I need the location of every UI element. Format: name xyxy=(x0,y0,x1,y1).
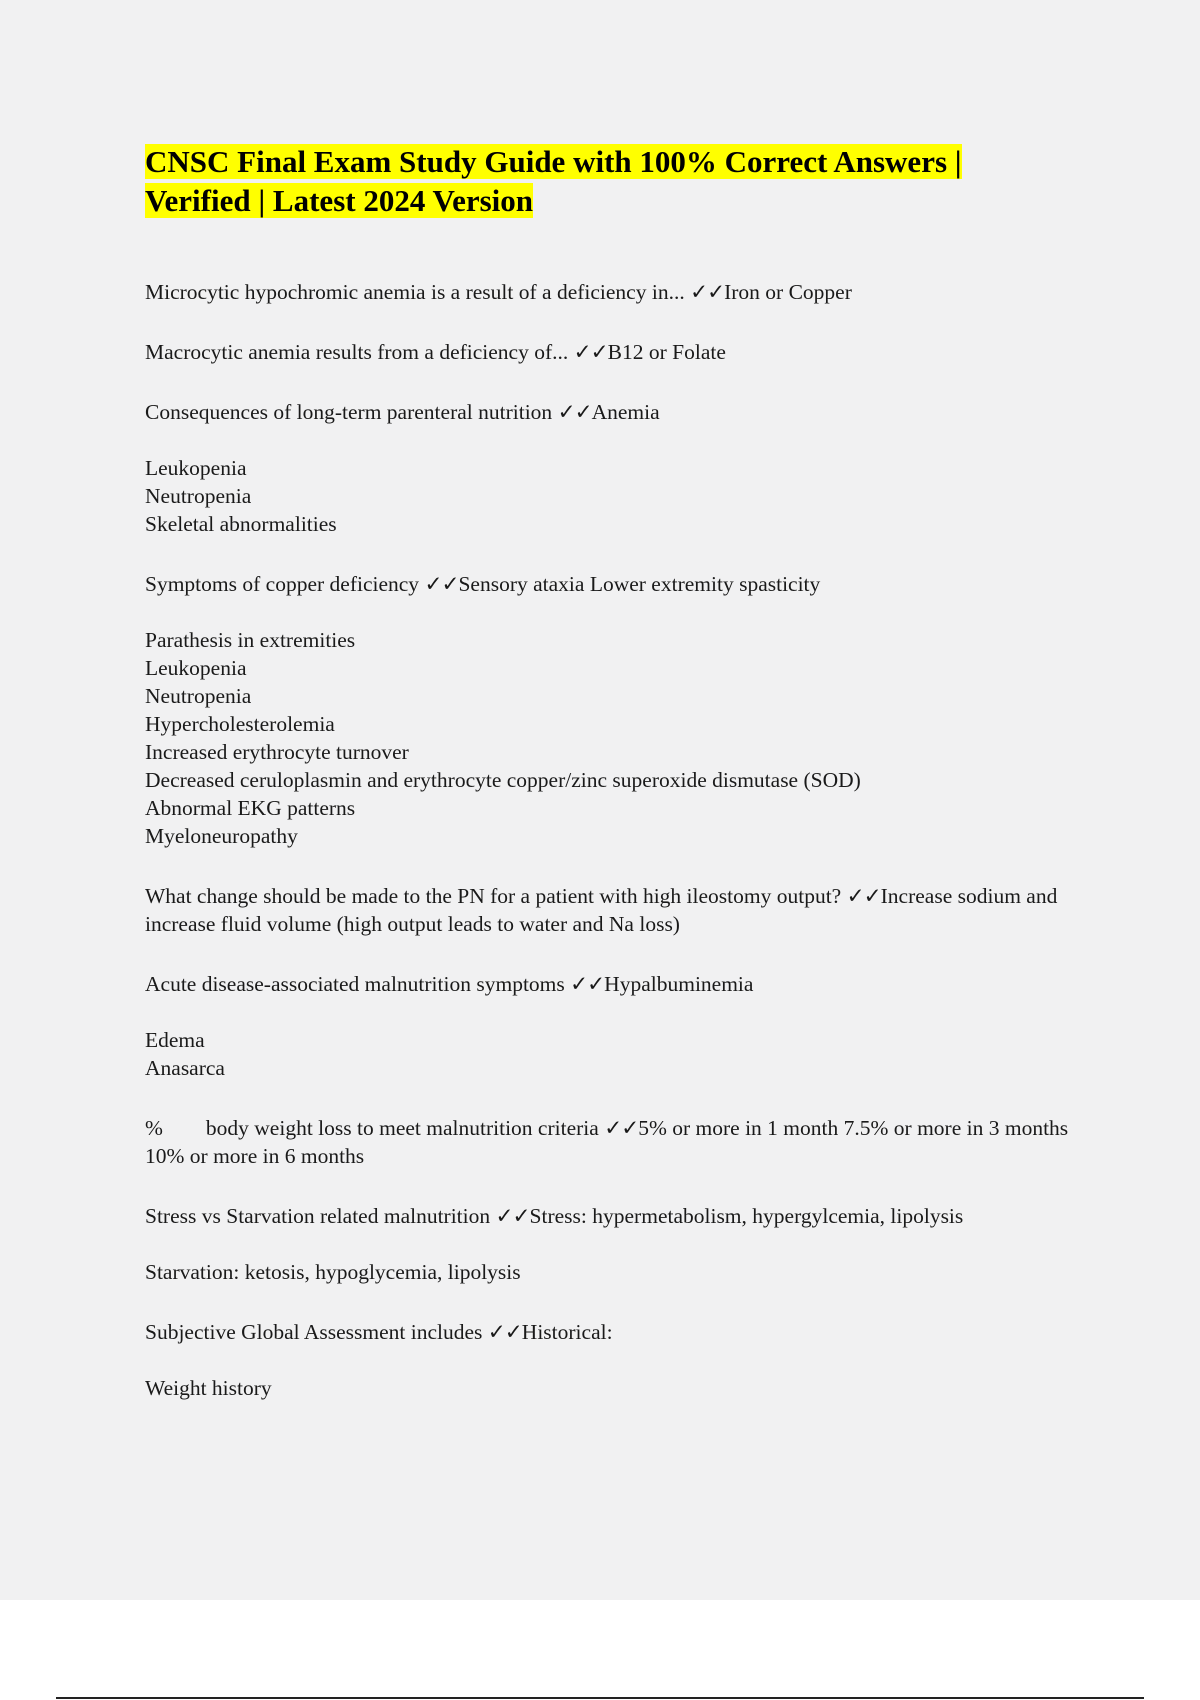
answer-text: Iron or Copper xyxy=(724,280,852,304)
answer-text: Historical: xyxy=(521,1320,613,1344)
answer-line: Abnormal EKG patterns xyxy=(145,796,356,820)
answer-text: Stress: hypermetabolism, hypergylcemia, lipolysis xyxy=(529,1204,964,1228)
qa-item-3 xyxy=(145,398,1085,538)
answer-text: B12 or Folate xyxy=(607,340,726,364)
document-title xyxy=(145,142,1085,220)
question-text: Subjective Global Assessment includes xyxy=(145,1320,488,1344)
answer-line: Myeloneuropathy xyxy=(145,824,298,848)
question-text: % body weight loss to meet malnutrition criteria xyxy=(145,1116,605,1140)
footer-divider xyxy=(56,1697,1144,1699)
answer-line: Starvation: ketosis, hypoglycemia, lipolysis xyxy=(145,1260,521,1284)
answer-line: Increased erythrocyte turnover xyxy=(145,740,409,764)
question-text: Consequences of long-term parenteral nutrition xyxy=(145,400,558,424)
qa-item-6 xyxy=(145,970,1085,1082)
title-line-1: CNSC Final Exam Study Guide with 100% Correct Answers | xyxy=(145,144,962,179)
check-mark-icon: ✓✓ xyxy=(570,972,605,996)
qa-item-1 xyxy=(145,278,1085,306)
qa-item-5 xyxy=(145,882,1085,938)
answer-text: Sensory ataxia Lower extremity spasticity xyxy=(458,572,821,596)
question-text: Stress vs Starvation related malnutrition xyxy=(145,1204,496,1228)
question-text: Acute disease-associated malnutrition symptoms xyxy=(145,972,571,996)
answer-text: Anemia xyxy=(591,400,660,424)
answer-line: Anasarca xyxy=(145,1056,225,1080)
title-line-2: Verified | Latest 2024 Version xyxy=(145,183,533,218)
check-mark-icon: ✓✓ xyxy=(573,340,608,364)
qa-item-2 xyxy=(145,338,1085,366)
answer-text: Hypalbuminemia xyxy=(604,972,754,996)
answer-text: 5% or more in 1 month 7.5% or more in 3 months xyxy=(638,1116,1069,1140)
answer-line: Leukopenia xyxy=(145,656,247,680)
check-mark-icon: ✓✓ xyxy=(690,280,725,304)
answer-line: Neutropenia xyxy=(145,484,252,508)
answer-text: Increase sodium and increase fluid volume (high output leads to water and Na loss) xyxy=(145,884,1063,936)
qa-item-7 xyxy=(145,1114,1085,1170)
answer-line: Parathesis in extremities xyxy=(145,628,356,652)
question-text: What change should be made to the PN for a patient with high ileostomy output? xyxy=(145,884,847,908)
answer-line: Skeletal abnormalities xyxy=(145,512,337,536)
answer-line: Neutropenia xyxy=(145,684,252,708)
document-content xyxy=(145,142,1085,1402)
check-mark-icon: ✓✓ xyxy=(557,400,592,424)
answer-line: Weight history xyxy=(145,1376,272,1400)
answer-line: Edema xyxy=(145,1028,205,1052)
check-mark-icon: ✓✓ xyxy=(487,1320,522,1344)
answer-line: 10% or more in 6 months xyxy=(145,1144,365,1168)
question-text: Macrocytic anemia results from a deficiency of... xyxy=(145,340,574,364)
qa-item-4 xyxy=(145,570,1085,850)
check-mark-icon: ✓✓ xyxy=(604,1116,639,1140)
check-mark-icon: ✓✓ xyxy=(495,1204,530,1228)
answer-line: Hypercholesterolemia xyxy=(145,712,335,736)
answer-line: Leukopenia xyxy=(145,456,247,480)
answer-line: Decreased ceruloplasmin and erythrocyte copper/zinc superoxide dismutase (SOD) xyxy=(145,768,861,792)
check-mark-icon: ✓✓ xyxy=(846,884,881,908)
qa-item-8 xyxy=(145,1202,1085,1286)
question-text: Microcytic hypochromic anemia is a result of a deficiency in... xyxy=(145,280,691,304)
check-mark-icon: ✓✓ xyxy=(424,572,459,596)
qa-item-9 xyxy=(145,1318,1085,1402)
question-text: Symptoms of copper deficiency xyxy=(145,572,425,596)
